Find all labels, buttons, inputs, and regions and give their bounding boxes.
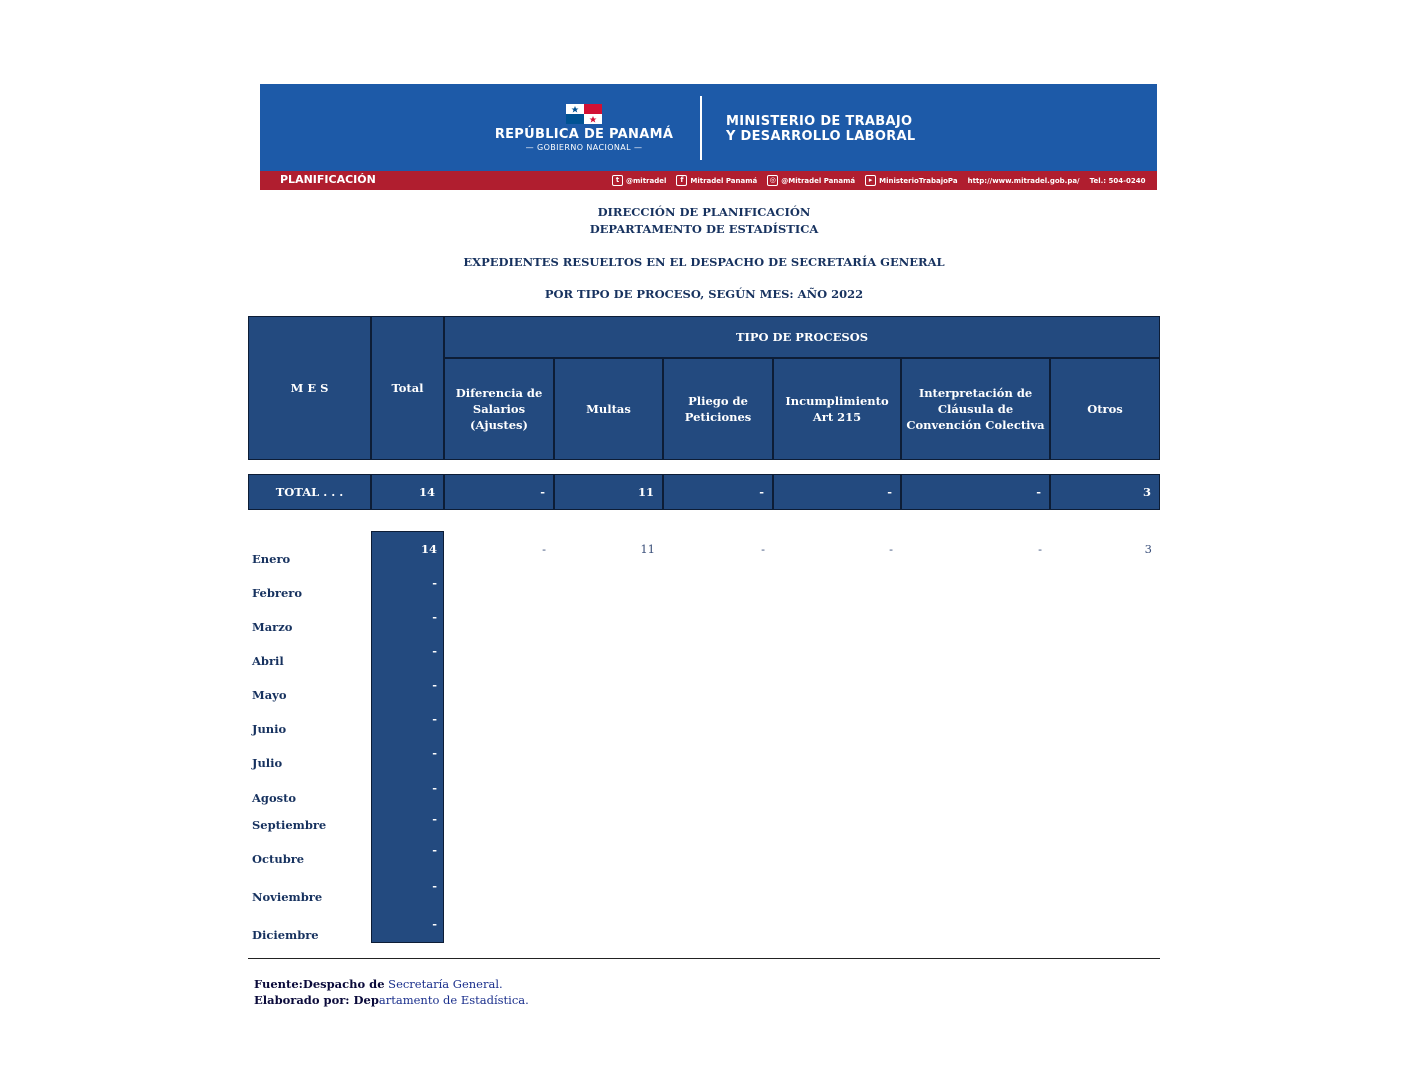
website-url: http://www.mitradel.gob.pa/: [967, 176, 1080, 185]
col-header-diferencia-salarios: Diferencia de Salarios (Ajustes): [444, 358, 554, 460]
facebook-link[interactable]: [676, 175, 757, 186]
total-row-incumplimiento: -: [773, 474, 901, 510]
month-label: Marzo: [252, 620, 293, 634]
gobierno-label: — GOBIERNO NACIONAL —: [525, 143, 643, 152]
month-total-value: -: [432, 644, 437, 658]
enero-interpretacion-value: -: [1038, 542, 1042, 556]
month-total-value: -: [432, 843, 437, 857]
col-header-total: Total: [371, 316, 444, 460]
month-total-value: -: [432, 610, 437, 624]
enero-diferencia-value: -: [542, 542, 546, 556]
col-header-pliego-peticiones: Pliego de Peticiones: [663, 358, 773, 460]
twitter-handle: @mitradel: [626, 176, 667, 185]
enero-multas-value: 11: [640, 542, 655, 556]
month-total-value: -: [432, 678, 437, 692]
total-row-multas: 11: [554, 474, 663, 510]
month-label: Agosto: [252, 791, 297, 805]
month-total-value: 14: [420, 542, 437, 556]
twitter-link[interactable]: [612, 175, 666, 186]
phone-text: [1090, 177, 1146, 185]
month-total-value: -: [432, 917, 437, 931]
elaborado-value: artamento de Estadística.: [378, 993, 529, 1007]
panama-flag-icon: [566, 104, 602, 124]
instagram-handle: @Mitradel Panamá: [781, 176, 856, 185]
social-links: [612, 175, 1146, 186]
month-total-value: -: [432, 576, 437, 590]
banner-blue-band: [260, 84, 1157, 171]
total-row-label: TOTAL . . .: [248, 474, 371, 510]
enero-otros-value: 3: [1144, 542, 1152, 556]
departamento-heading: DEPARTAMENTO DE ESTADÍSTICA: [589, 222, 819, 236]
col-header-multas: Multas: [554, 358, 663, 460]
enero-pliego-value: -: [761, 542, 765, 556]
month-total-value: -: [432, 781, 437, 795]
fuente-note: [254, 977, 503, 991]
month-total-value: -: [432, 879, 437, 893]
total-row-pliego: -: [663, 474, 773, 510]
total-row-interpretacion: -: [901, 474, 1050, 510]
month-label: Enero: [252, 552, 291, 566]
col-header-interpretacion-clausula: Interpretación de Cláusula de Convención Colectiva: [901, 358, 1050, 460]
ministerio-line2: Y DESARROLLO LABORAL: [726, 129, 916, 144]
header-banner: [260, 84, 1157, 190]
month-label: Octubre: [252, 852, 305, 866]
facebook-handle: Mitradel Panamá: [690, 176, 758, 185]
month-label: Mayo: [252, 688, 287, 702]
fuente-value: Secretaría General.: [384, 977, 503, 991]
month-label: Junio: [252, 722, 287, 736]
total-row-diferencia: -: [444, 474, 554, 510]
youtube-handle: MinisterioTrabajoPa: [879, 176, 958, 185]
month-label: Julio: [252, 756, 283, 770]
republica-label: REPÚBLICA DE PANAMÁ: [494, 127, 674, 142]
month-total-value: -: [432, 812, 437, 826]
ministerio-line1: MINISTERIO DE TRABAJO: [726, 114, 913, 129]
enero-incumplimiento-value: -: [889, 542, 893, 556]
month-label: Febrero: [252, 586, 302, 600]
instagram-link[interactable]: [767, 175, 855, 186]
table-subtitle: POR TIPO DE PROCESO, SEGÚN MES: AÑO 2022: [544, 287, 864, 301]
elaborado-note: [254, 993, 529, 1007]
instagram-icon: ◎: [767, 175, 778, 186]
direccion-heading: DIRECCIÓN DE PLANIFICACIÓN: [597, 205, 811, 219]
month-label: Abril: [252, 654, 284, 668]
fuente-label: Fuente:Despacho de: [254, 977, 385, 991]
youtube-icon: ▸: [865, 175, 876, 186]
elaborado-label: Elaborado por: Dep: [254, 993, 379, 1007]
month-label: Noviembre: [252, 890, 323, 904]
phone-number: Tel.: 504-0240: [1089, 176, 1146, 185]
twitter-icon: t: [612, 175, 623, 186]
banner-divider: [700, 96, 702, 160]
total-row-otros: 3: [1050, 474, 1160, 510]
footer-divider: [248, 958, 1160, 959]
facebook-icon: f: [676, 175, 687, 186]
youtube-link[interactable]: [865, 175, 957, 186]
col-header-mes: M E S: [248, 316, 371, 460]
month-label: Diciembre: [252, 928, 319, 942]
table-title: EXPEDIENTES RESUELTOS EN EL DESPACHO DE SECRETARÍA GENERAL: [463, 255, 945, 269]
total-row-total: 14: [371, 474, 444, 510]
col-header-otros: Otros: [1050, 358, 1160, 460]
month-total-value: -: [432, 712, 437, 726]
website-link[interactable]: [968, 177, 1080, 185]
month-total-value: -: [432, 746, 437, 760]
group-header-tipo-procesos: TIPO DE PROCESOS: [444, 316, 1160, 358]
month-label: Septiembre: [252, 818, 327, 832]
planificacion-label: PLANIFICACIÓN: [280, 173, 376, 186]
col-header-incumplimiento-art-215: Incumplimiento Art 215: [773, 358, 901, 460]
